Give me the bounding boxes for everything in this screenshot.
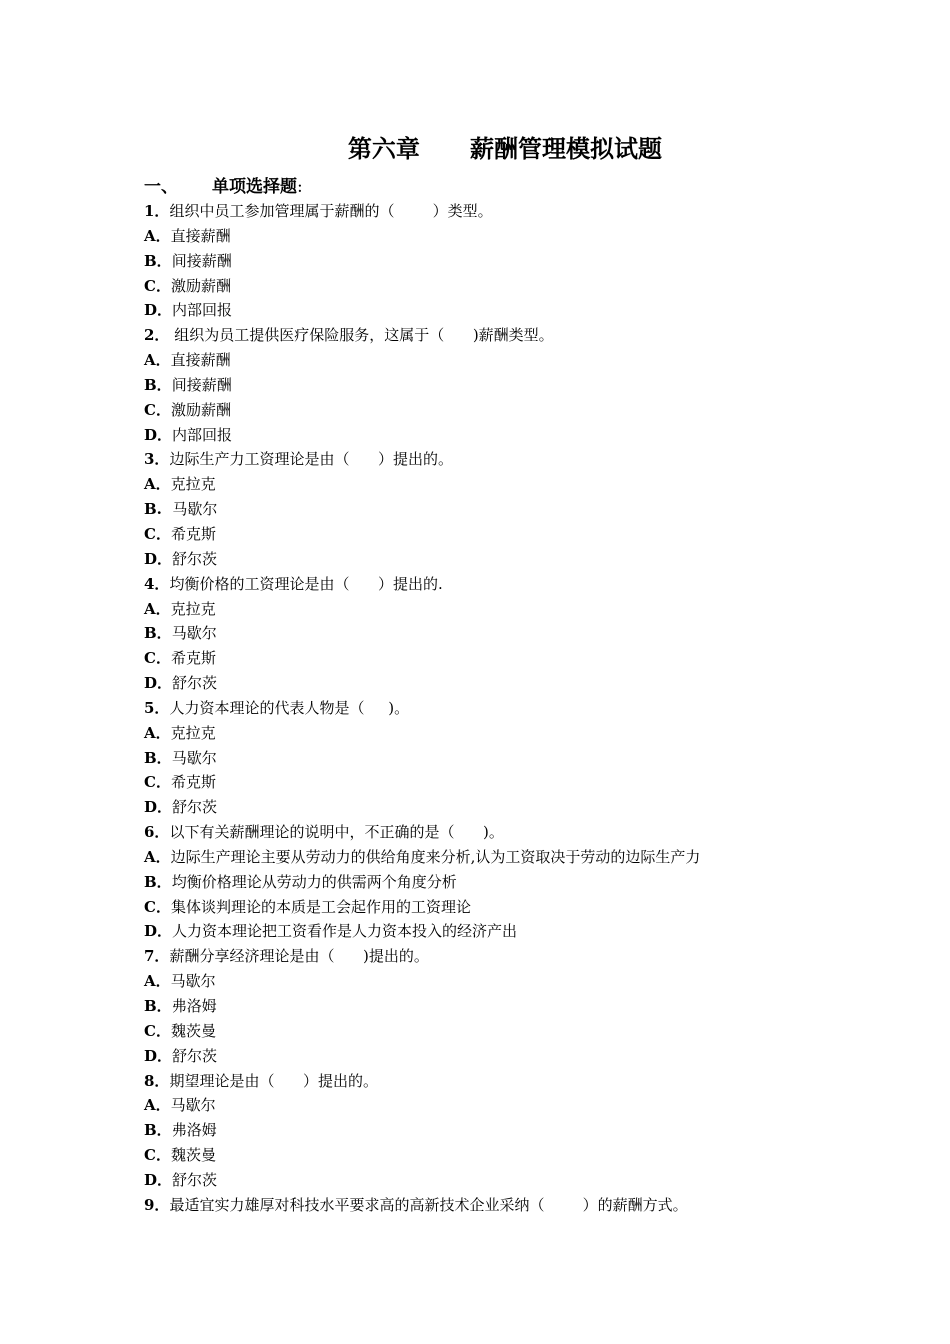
section-heading	[144, 175, 303, 199]
option-line	[144, 522, 844, 547]
line-text: 马歇尔	[170, 1096, 216, 1115]
option-line	[144, 547, 844, 572]
line-text: 马歇尔	[170, 972, 216, 991]
line-text: 马歇尔	[172, 500, 218, 519]
line-text: 舒尔茨	[172, 798, 218, 817]
line-label: D．	[144, 922, 173, 941]
line-text: 马歇尔	[171, 748, 217, 767]
line-text: 薪酬分享经济理论是由（ )提出的。	[169, 947, 429, 966]
option-line	[144, 795, 844, 820]
option-line	[144, 994, 844, 1019]
option-line	[144, 1044, 844, 1069]
line-label: 9．	[144, 1195, 170, 1214]
line-text: 舒尔茨	[172, 674, 218, 693]
option-line	[144, 274, 844, 299]
line-label: C．	[144, 1146, 171, 1165]
line-text: 内部回报	[172, 301, 233, 320]
line-text: 魏茨曼	[170, 1021, 216, 1040]
option-line	[144, 969, 844, 994]
line-text: 直接薪酬	[170, 351, 231, 370]
line-text: 激励薪酬	[170, 400, 231, 419]
line-label: A．	[144, 723, 171, 742]
line-text: 舒尔茨	[172, 1170, 218, 1189]
line-text: 期望理论是由（ ）提出的。	[169, 1071, 379, 1090]
line-label: A．	[144, 1096, 171, 1115]
line-label: A．	[144, 226, 171, 245]
line-label: D．	[144, 674, 173, 693]
line-label: B．	[144, 1121, 172, 1140]
line-label: B．	[144, 251, 172, 270]
line-text: 希克斯	[170, 524, 216, 543]
option-line	[144, 597, 844, 622]
question-line	[144, 820, 844, 845]
line-text: 边际生产力工资理论是由（ ）提出的。	[169, 450, 454, 469]
line-text: 舒尔茨	[172, 549, 218, 568]
line-label: D．	[144, 798, 173, 817]
option-line	[144, 870, 844, 895]
option-line	[144, 895, 844, 920]
question-line	[144, 323, 844, 348]
line-label: C．	[144, 897, 171, 916]
section-colon: :	[297, 177, 303, 197]
line-label: 5．	[144, 698, 170, 717]
option-line	[144, 1019, 844, 1044]
line-label: 4．	[144, 574, 170, 593]
line-label: B．	[144, 375, 172, 394]
line-text: 间接薪酬	[171, 251, 232, 270]
line-label: D．	[144, 549, 173, 568]
line-label: A．	[144, 599, 171, 618]
option-line	[144, 746, 844, 771]
question-list	[144, 199, 844, 1218]
line-label: A．	[144, 351, 171, 370]
option-line	[144, 348, 844, 373]
line-label: 2．	[144, 326, 170, 345]
line-text: 弗洛姆	[171, 997, 217, 1015]
section-label: 单项选择题	[212, 177, 297, 197]
line-label: D．	[144, 425, 173, 444]
line-text: 希克斯	[170, 649, 216, 668]
line-label: C．	[144, 276, 171, 295]
line-text: 最适宜实力雄厚对科技水平要求高的高新技术企业采纳（ ）的薪酬方式。	[169, 1195, 688, 1214]
line-label: 6．	[144, 823, 170, 842]
line-label: D．	[144, 1046, 173, 1065]
option-line	[144, 298, 844, 323]
line-text: 舒尔茨	[172, 1046, 218, 1065]
option-line	[144, 472, 844, 497]
line-label: C．	[144, 524, 171, 543]
line-label: B．	[144, 872, 172, 891]
line-label: 8．	[144, 1071, 170, 1090]
line-label: B．	[144, 748, 172, 767]
line-text: 集体谈判理论的本质是工会起作用的工资理论	[170, 897, 471, 916]
line-text: 激励薪酬	[170, 276, 231, 295]
option-line	[144, 497, 844, 522]
line-text: 组织为员工提供医疗保险服务，这属于（ )薪酬类型。	[169, 326, 554, 345]
line-label: D．	[144, 301, 173, 320]
line-label: C．	[144, 1021, 171, 1040]
line-text: 均衡价格的工资理论是由（ ）提出的.	[169, 574, 443, 593]
question-line	[144, 572, 844, 597]
line-label: A．	[144, 475, 171, 494]
option-line	[144, 1168, 844, 1193]
option-line	[144, 423, 844, 448]
option-line	[144, 1118, 844, 1143]
option-line	[144, 770, 844, 795]
line-label: 1．	[144, 202, 170, 220]
line-text: 魏茨曼	[170, 1146, 216, 1165]
line-text: 克拉克	[170, 723, 216, 742]
option-line	[144, 721, 844, 746]
line-label: B.	[144, 500, 173, 519]
question-line	[144, 944, 844, 969]
line-label: 7．	[144, 947, 170, 966]
option-line	[144, 621, 844, 646]
option-line	[144, 249, 844, 274]
line-text: 边际生产理论主要从劳动力的供给角度来分析,认为工资取决于劳动的边际生产力	[170, 847, 701, 866]
line-text: 均衡价格理论从劳动力的供需两个角度分析	[171, 872, 457, 891]
question-line	[144, 447, 844, 472]
question-line	[144, 199, 844, 224]
question-line	[144, 1193, 844, 1218]
line-text: 人力资本理论的代表人物是（ )。	[169, 698, 410, 717]
question-line	[144, 696, 844, 721]
line-text: 以下有关薪酬理论的说明中，不正确的是（ )。	[169, 823, 504, 842]
line-text: 马歇尔	[171, 624, 217, 643]
line-label: C．	[144, 649, 171, 668]
line-label: C．	[144, 400, 171, 419]
option-line	[144, 646, 844, 671]
option-line	[144, 671, 844, 696]
line-label: B．	[144, 624, 172, 643]
line-text: 内部回报	[172, 425, 233, 444]
line-label: C．	[144, 773, 171, 792]
question-line	[144, 1069, 844, 1094]
option-line	[144, 1093, 844, 1118]
line-label: D．	[144, 1170, 173, 1189]
line-text: 克拉克	[170, 475, 216, 494]
section-number: 一、	[144, 177, 178, 197]
line-text: 直接薪酬	[170, 226, 231, 245]
document-title: 第六章 薪酬管理模拟试题	[347, 134, 663, 163]
line-text: 克拉克	[170, 599, 216, 618]
line-text: 弗洛姆	[171, 1121, 217, 1140]
line-label: A．	[144, 847, 171, 866]
line-label: B．	[144, 997, 172, 1015]
line-label: 3．	[144, 450, 170, 469]
option-line	[144, 845, 844, 870]
line-text: 希克斯	[170, 773, 216, 792]
option-line	[144, 224, 844, 249]
option-line	[144, 373, 844, 398]
line-text: 组织中员工参加管理属于薪酬的（ ）类型。	[169, 202, 493, 220]
line-label: A．	[144, 972, 171, 991]
line-text: 人力资本理论把工资看作是人力资本投入的经济产出	[172, 922, 518, 941]
option-line	[144, 919, 844, 944]
line-text: 间接薪酬	[171, 375, 232, 394]
option-line	[144, 398, 844, 423]
option-line	[144, 1143, 844, 1168]
